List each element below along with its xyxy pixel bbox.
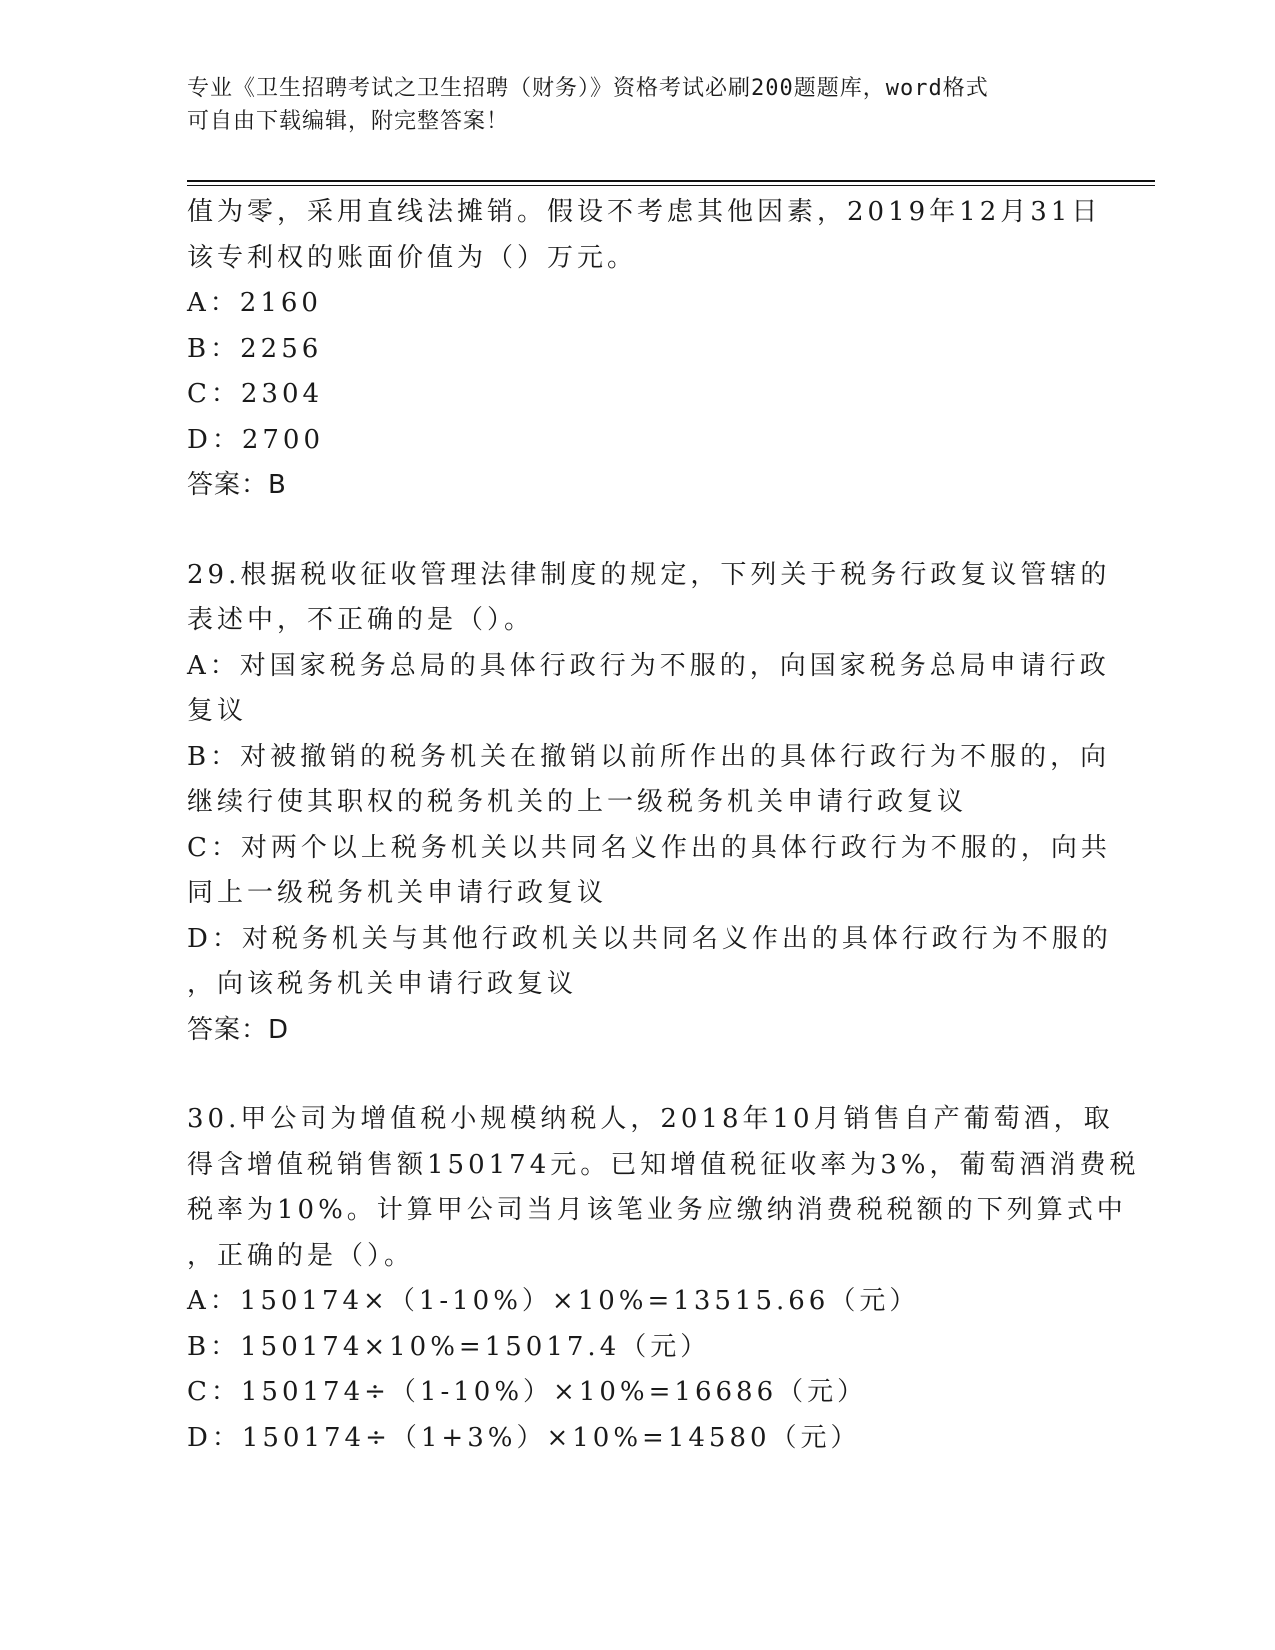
- question-stem: 该专利权的账面价值为（）万元。: [187, 242, 638, 273]
- header-rule-thick: [187, 180, 1155, 182]
- question-stem: 29.根据税收征收管理法律制度的规定，下列关于税务行政复议管辖的: [187, 559, 1111, 590]
- option-c: C：150174÷（1-10%）×10%=16686（元）: [187, 1377, 868, 1407]
- option-c: C：对两个以上税务机关以共同名义作出的具体行政行为不服的，向共: [187, 832, 1111, 863]
- option-d: D：对税务机关与其他行政机关以共同名义作出的具体行政行为不服的: [187, 923, 1112, 954]
- option-a: A：对国家税务总局的具体行政行为不服的，向国家税务总局申请行政: [187, 650, 1110, 681]
- header-rule-thin: [187, 185, 1155, 186]
- question-stem: 表述中，不正确的是（）。: [187, 605, 535, 635]
- option-d: D：2700: [187, 424, 325, 455]
- header-line-2: 可自由下载编辑，附完整答案！: [187, 109, 510, 134]
- option-b-cont: 继续行使其职权的税务机关的上一级税务机关申请行政复议: [187, 787, 968, 817]
- option-b: B：150174×10%=15017.4（元）: [187, 1331, 711, 1362]
- answer-line: 答案：B: [187, 470, 287, 500]
- option-a: A：150174×（1-10%）×10%=13515.66（元）: [187, 1286, 920, 1316]
- question-28: [187, 190, 1102, 509]
- question-stem: 得含增值税销售额150174元。已知增值税征收率为3%，葡萄酒消费税: [187, 1149, 1140, 1180]
- question-30: [187, 1097, 1140, 1461]
- option-c: C：2304: [187, 379, 324, 409]
- document-header: [187, 72, 1087, 138]
- option-d: D：150174÷（1+3%）×10%=14580（元）: [187, 1422, 861, 1453]
- question-content: [187, 190, 1140, 1461]
- option-b: B：2256: [187, 333, 323, 364]
- header-line-1: 专业《卫生招聘考试之卫生招聘（财务）》资格考试必刷200题题库，word格式: [187, 76, 989, 101]
- option-a-cont: 复议: [187, 696, 248, 726]
- question-stem: ，正确的是（）。: [187, 1240, 415, 1271]
- question-stem: 税率为10%。计算甲公司当月该笔业务应缴纳消费税税额的下列算式中: [187, 1195, 1127, 1225]
- option-a: A：2160: [187, 288, 322, 318]
- option-b: B：对被撤销的税务机关在撤销以前所作出的具体行政行为不服的，向: [187, 741, 1111, 772]
- question-29: [187, 553, 1112, 1054]
- question-stem: 30.甲公司为增值税小规模纳税人，2018年10月销售自产葡萄酒，取: [187, 1104, 1114, 1134]
- option-c-cont: 同上一级税务机关申请行政复议: [187, 878, 608, 908]
- answer-line: 答案：D: [187, 1014, 290, 1045]
- option-d-cont: ，向该税务机关申请行政复议: [187, 969, 578, 999]
- question-stem: 值为零，采用直线法摊销。假设不考虑其他因素，2019年12月31日: [187, 197, 1102, 227]
